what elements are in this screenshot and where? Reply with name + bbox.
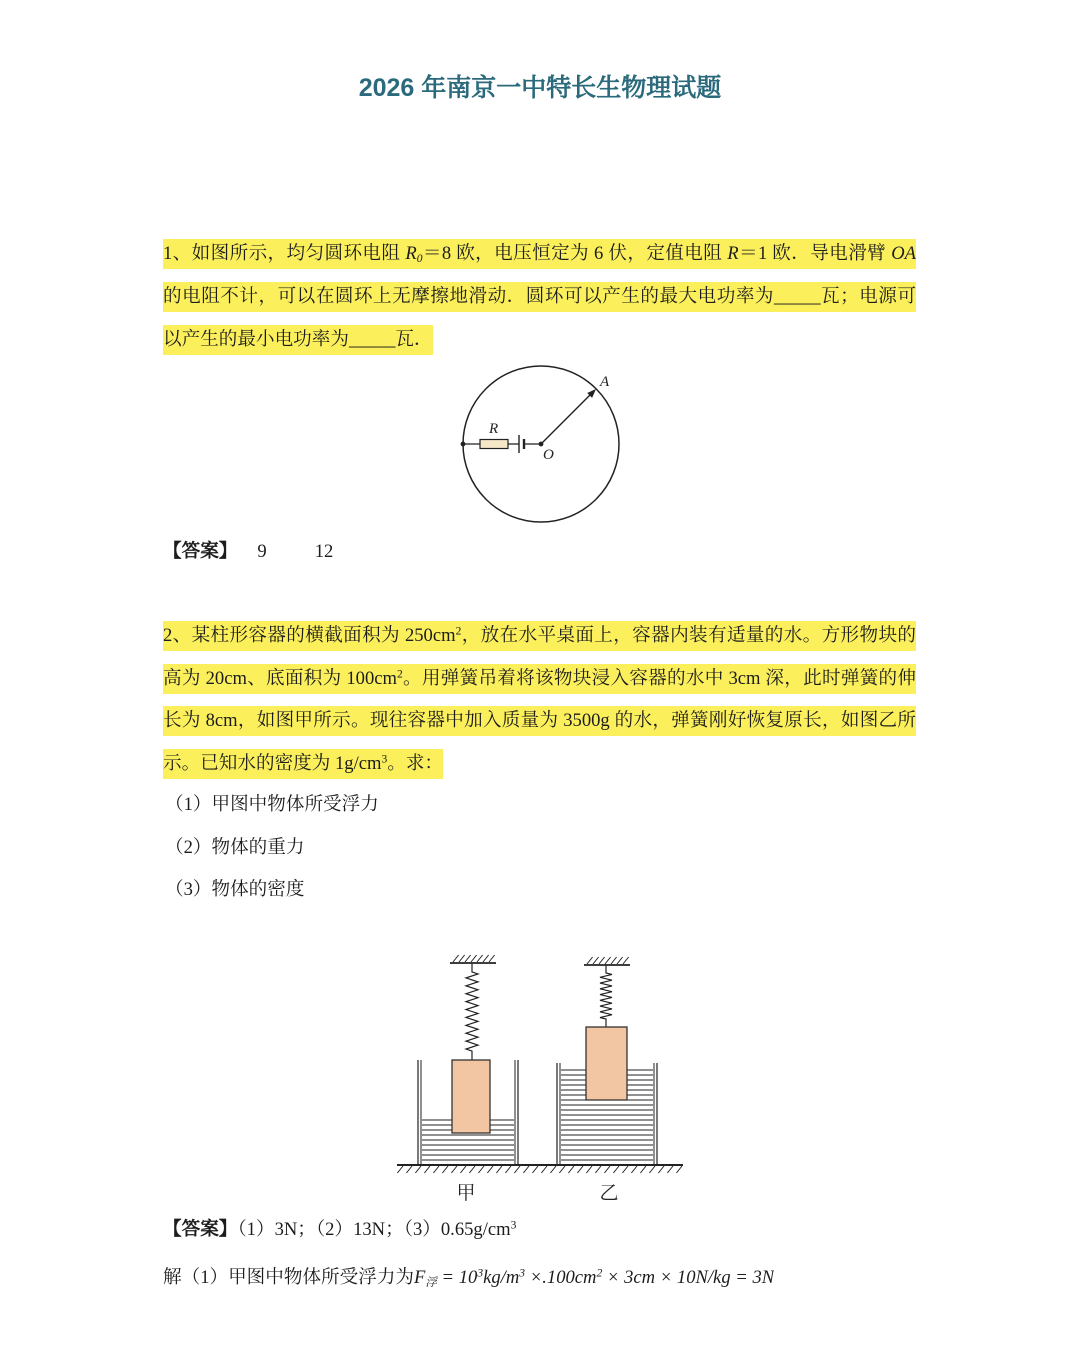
q1-text: ＝1 欧．导电滑臂 [738,243,892,264]
hatch-line [465,955,471,962]
hatch-line [586,1166,592,1173]
spring-jia [466,963,478,1060]
superscript: 3 [477,1267,484,1280]
hatch-line [532,1166,538,1173]
formula-part: = 10 [436,1267,478,1288]
hatch-line [459,955,465,962]
superscript: 3 [381,753,388,766]
q1-line-2 [163,282,916,312]
hatch-line [489,955,495,962]
q2-line-1 [163,621,916,651]
label-o: O [543,447,554,463]
block-jia [452,1060,490,1133]
q1-line-3 [163,325,433,355]
q1-text: 1、如图所示，均匀圆环电阻 [163,243,406,264]
answer-value-2: 12 [314,541,334,562]
variable-r: R [405,243,417,264]
q2-solution [163,1263,774,1293]
variable-r: R [727,243,739,264]
hatch-line [577,1166,583,1173]
hatch-line [478,1166,484,1173]
superscript: 2 [455,625,462,638]
superscript: 2 [397,668,403,681]
q2-text: 。求： [387,753,444,774]
hatch-line [487,1166,493,1173]
sub-question-3: （3）物体的密度 [165,879,305,900]
ceiling-yi-hatch [587,957,629,964]
solution-prefix: 解（1）甲图中物体所受浮力为 [163,1267,415,1288]
hatch-line [649,1166,655,1173]
hatch-line [593,957,599,964]
hatch-line [460,1166,466,1173]
q1-answer [163,537,333,567]
q1-text: 以产生的最小电功率为_____瓦． [163,329,433,350]
hatch-line [559,1166,565,1173]
formula-part: kg/m [483,1267,520,1288]
hatch-line [658,1166,664,1173]
spring-yi [600,965,612,1027]
formula-part: ×.100cm [525,1267,597,1288]
answer-label: 【答案】 [163,541,238,562]
variable-f: F [414,1267,426,1288]
page-title: 2026 年南京一中特长生物理试题 [358,74,722,102]
hatch-line [631,1166,637,1173]
hatch-line [397,1166,403,1173]
hatch-line [483,955,489,962]
ceiling-jia-hatch [453,955,495,962]
q2-line-4 [163,749,443,779]
sub-question-2: （2）物体的重力 [165,837,305,858]
hatch-line [406,1166,412,1173]
variable-oa: OA [891,243,916,264]
label-jia: 甲 [456,1183,476,1204]
hatch-line [451,1166,457,1173]
subscript-zero: 0 [416,252,423,265]
hatch-line [605,957,611,964]
hatch-line [599,957,605,964]
hatch-line [469,1166,475,1173]
hatch-line [433,1166,439,1173]
hatch-line [676,1166,682,1173]
hatch-line [622,1166,628,1173]
block-yi [586,1027,627,1100]
q2-answer [163,1215,516,1245]
hatch-line [611,957,617,964]
superscript: 3 [510,1219,517,1232]
label-a: A [600,374,610,390]
hatch-line [613,1166,619,1173]
hatch-line [550,1166,556,1173]
hatch-line [523,1166,529,1173]
q1-text: 的电阻不计，可以在圆环上无摩擦地滑动．圆环可以产生的最大电功率为_____瓦；电源可 [163,286,916,307]
superscript: 2 [596,1267,603,1280]
q2-text: ，放在水平桌面上，容器内装有适量的水。方形物块的 [461,625,916,646]
hatch-line [453,955,459,962]
hatch-line [505,1166,511,1173]
hatch-line [568,1166,574,1173]
hatch-line [595,1166,601,1173]
subscript-fu: 浮 [425,1276,437,1289]
answer-value-1: 9 [257,541,267,562]
resistor-r [480,440,508,449]
hatch-line [623,957,629,964]
slider-arm-oa [541,395,590,444]
circuit-ring-diagram [440,355,640,535]
hatch-line [424,1166,430,1173]
q2-text: 示。已知水的密度为 1g/cm [163,753,382,774]
hatch-line [496,1166,502,1173]
hatch-line [477,955,483,962]
hatch-line [471,955,477,962]
sub-question-1: （1）甲图中物体所受浮力 [165,794,379,815]
ground-hatch [397,1166,682,1173]
label-yi: 乙 [599,1183,619,1204]
q2-text: 2、某柱形容器的横截面积为 250cm [163,625,456,646]
hatch-line [587,957,593,964]
solution-formula [414,1267,774,1288]
hatch-line [514,1166,520,1173]
answer-label: 【答案】 [163,1219,238,1240]
hatch-line [640,1166,646,1173]
answer-text: （1）3N；（2）13N；（3）0.65g/cm [237,1219,511,1240]
hatch-line [415,1166,421,1173]
q2-text: 高为 20cm、底面积为 100cm [163,668,397,689]
q1-line-1 [163,239,916,269]
hatch-line [604,1166,610,1173]
formula-part: × 3cm × 10N/kg = 3N [602,1267,775,1288]
q1-text: ＝8 欧，电压恒定为 6 伏，定值电阻 [422,243,728,264]
q2-text: 长为 8cm，如图甲所示。现往容器中加入质量为 3500g 的水，弹簧刚好恢复原长，如图乙所 [163,710,916,731]
superscript: 3 [519,1267,526,1280]
hatch-line [541,1166,547,1173]
hatch-line [442,1166,448,1173]
label-r: R [489,421,499,437]
q2-line-2 [163,664,916,694]
hatch-line [617,957,623,964]
q2-line-3 [163,706,916,736]
q2-text: 。用弹簧吊着将该物块浸入容器的水中 3cm 深，此时弹簧的伸 [402,668,916,689]
hatch-line [667,1166,673,1173]
spring-container-diagram [390,950,690,1210]
